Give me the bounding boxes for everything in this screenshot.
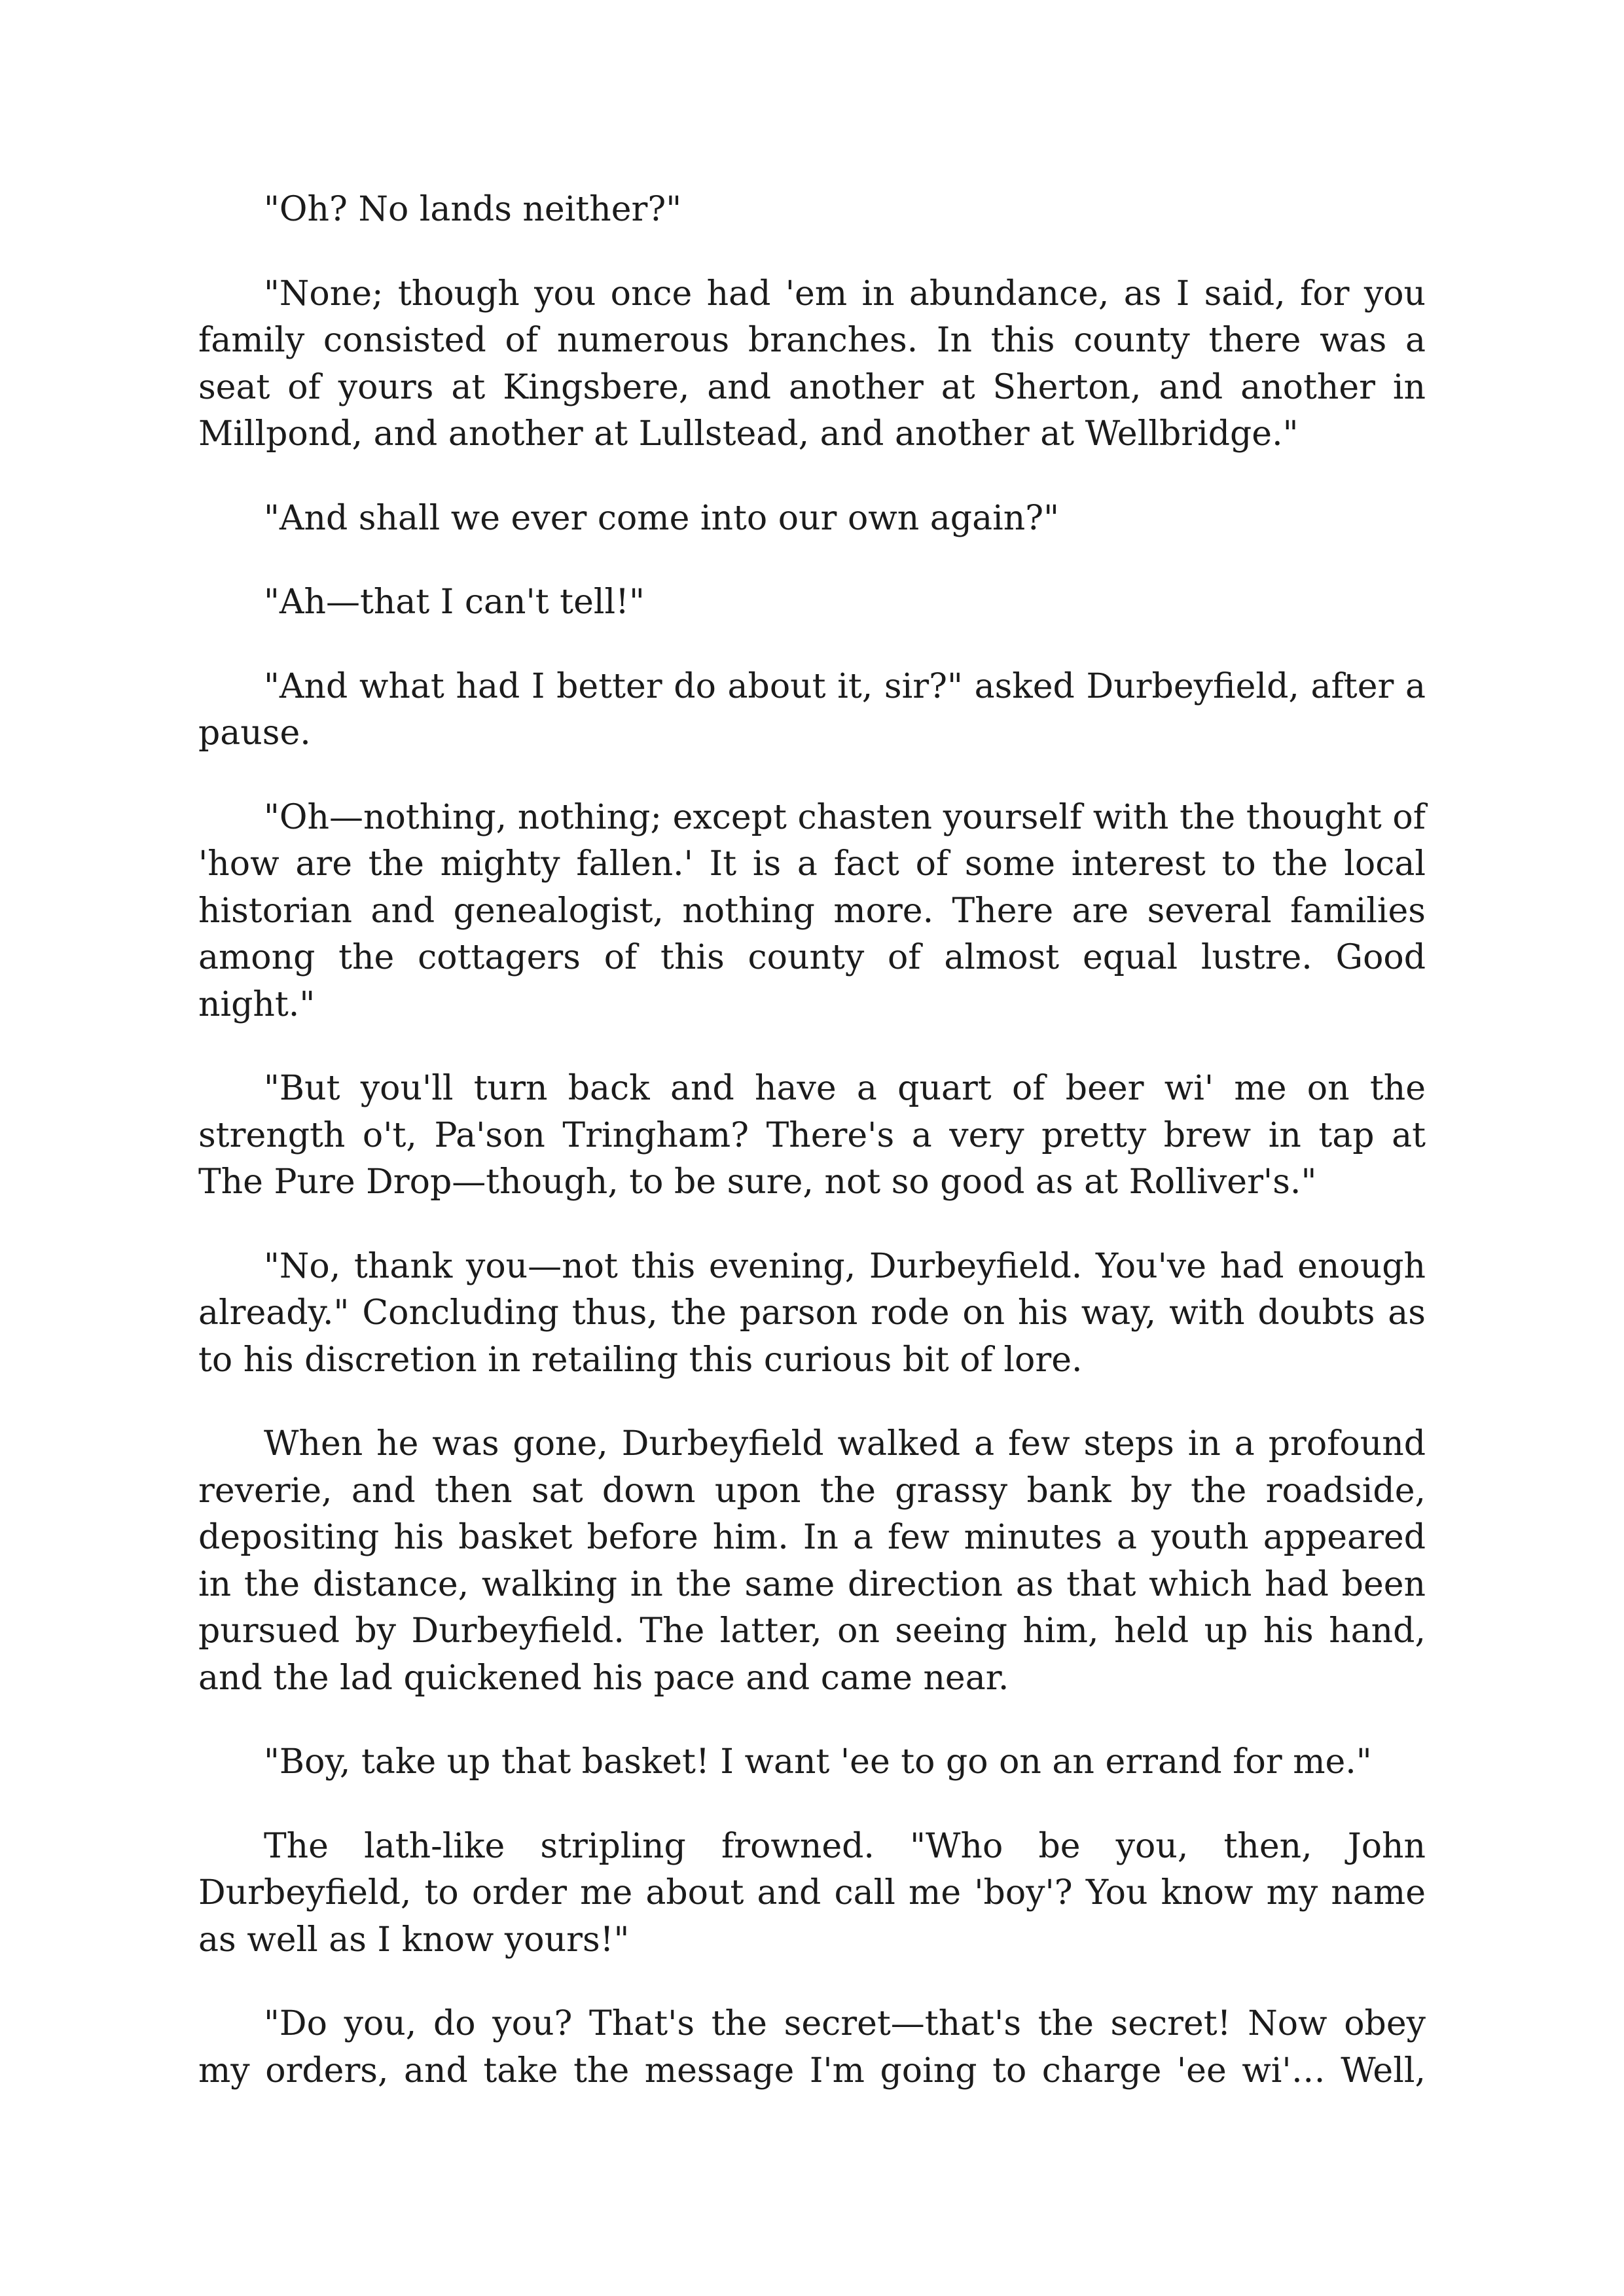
paragraph-3: "And shall we ever come into our own again?" [264, 498, 1059, 538]
paragraph-8: "No, thank you—not this evening, Durbeyfield. You've had enough already." Concluding thus, the parson rode on his way, with doubts as to his discretion in retailing this curious bit of lore. [198, 1246, 1426, 1380]
paragraph-2: "None; though you once had 'em in abundance, as I said, for you family consisted of numerous branches. In this county there was a seat of yours at Kingsbere, and another at Sherton, and another in Millpond, and another at Lullstead, and another at Wellbridge." [198, 274, 1426, 454]
paragraph-4: "Ah—that I can't tell!" [264, 583, 645, 622]
document-page [198, 187, 1426, 2094]
paragraph-6: "Oh—nothing, nothing; except chasten yourself with the thought of 'how are the mighty fallen.' It is a fact of some interest to the local historian and genealogist, nothing more. There are several families among the cottagers of this county of almost equal lustre. Good night." [198, 797, 1426, 1024]
paragraph-1: "Oh? No lands neither?" [264, 190, 682, 229]
paragraph-9: When he was gone, Durbeyfield walked a few steps in a profound reverie, and then sat down upon the grassy bank by the roadside, depositing his basket before him. In a few minutes a youth appeared in the distance, walking in the same direction as that which had been pursued by Durbeyfield. The latter, on seeing him, held up his hand, and the lad quickened his pace and came near. [198, 1424, 1426, 1698]
paragraph-5: "And what had I better do about it, sir?" asked Durbeyfield, after a pause. [198, 666, 1426, 753]
paragraph-10: "Boy, take up that basket! I want 'ee to go on an errand for me." [264, 1742, 1372, 1782]
paragraph-12: "Do you, do you? That's the secret—that's the secret! Now obey my orders, and take the message I'm going to charge 'ee wi'… Well, [198, 2004, 1426, 2090]
paragraph-11: The lath-like stripling frowned. "Who be you, then, John Durbeyfield, to order me about and call me 'boy'? You know my name as well as I know yours!" [198, 1826, 1426, 1960]
paragraph-7: "But you'll turn back and have a quart of beer wi' me on the strength o't, Pa'son Tringham? There's a very pretty brew in tap at The Pure Drop—though, to be sure, not so good as at Rolliver's." [198, 1069, 1426, 1202]
